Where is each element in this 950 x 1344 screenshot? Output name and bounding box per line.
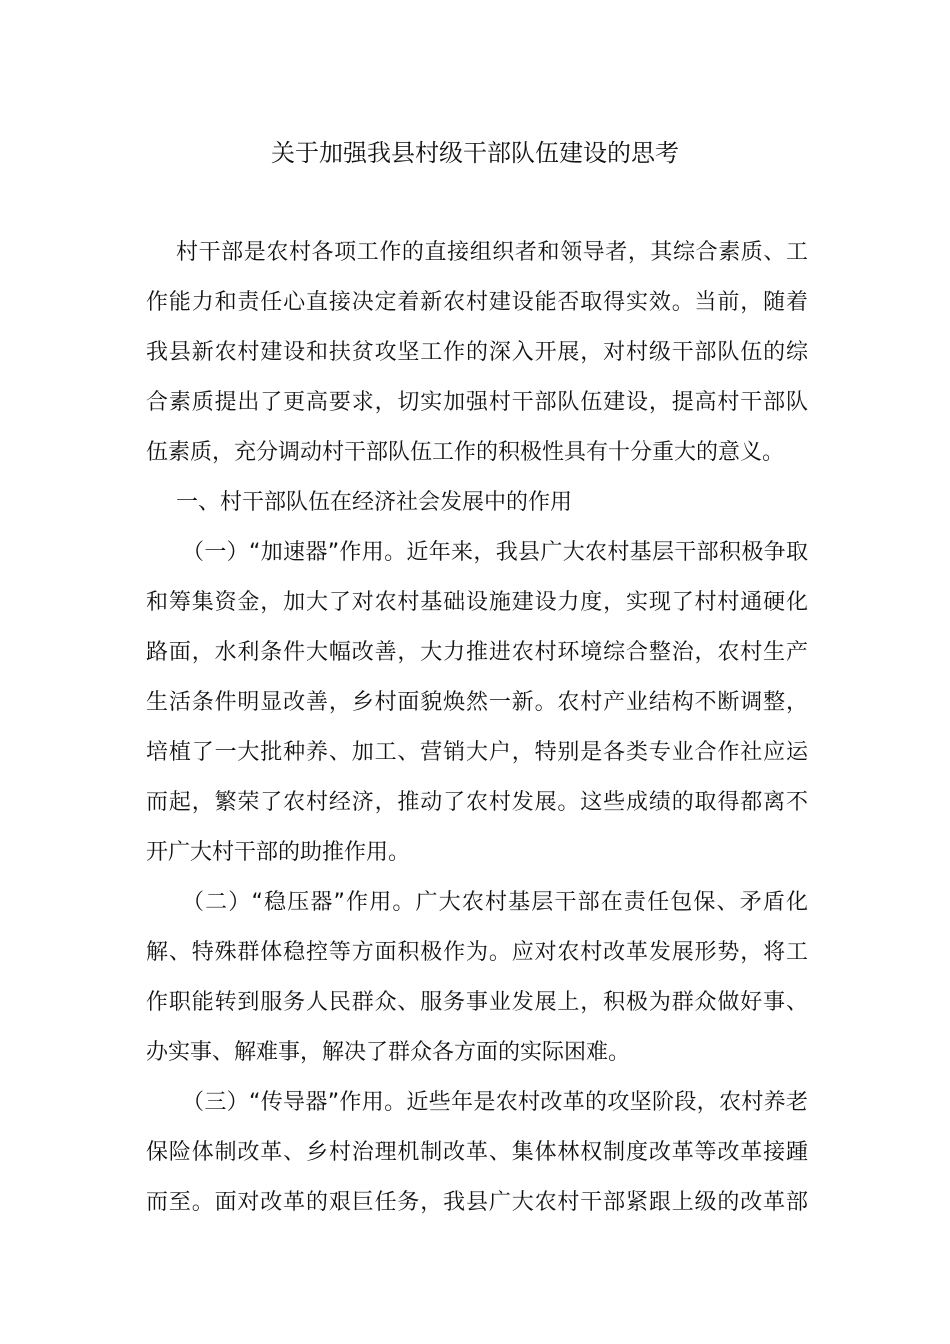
paragraph-line: 合素质提出了更高要求，切实加强村干部队伍建设，提高村干部队: [146, 390, 808, 415]
paragraph-line: 村干部是农村各项工作的直接组织者和领导者，其综合素质、工: [176, 240, 808, 265]
paragraph-line: 作能力和责任心直接决定着新农村建设能否取得实效。当前，随着: [146, 290, 808, 315]
paragraph-line: 保险体制改革、乡村治理机制改革、集体林权制度改革等改革接踵: [146, 1140, 808, 1165]
paragraph-line: 我县新农村建设和扶贫攻坚工作的深入开展，对村级干部队伍的综: [146, 340, 808, 365]
paragraph-line: （二）“稳压器”作用。广大农村基层干部在责任包保、矛盾化: [182, 890, 808, 915]
paragraph-line: 作职能转到服务人民群众、服务事业发展上，积极为群众做好事、: [146, 990, 808, 1015]
paragraph-line: 而起，繁荣了农村经济，推动了农村发展。这些成绩的取得都离不: [146, 790, 808, 815]
section-heading: 一、村干部队伍在经济社会发展中的作用: [176, 490, 573, 515]
paragraph-line: 解、特殊群体稳控等方面积极作为。应对农村改革发展形势，将工: [146, 940, 808, 965]
paragraph-line: 办实事、解难事，解决了群众各方面的实际困难。: [146, 1040, 631, 1065]
paragraph-line: 路面，水利条件大幅改善，大力推进农村环境综合整治，农村生产: [146, 640, 808, 665]
paragraph-line: 而至。面对改革的艰巨任务，我县广大农村干部紧跟上级的改革部: [146, 1190, 808, 1215]
paragraph-line: 开广大村干部的助推作用。: [146, 840, 411, 865]
paragraph-line: 培植了一大批种养、加工、营销大户，特别是各类专业合作社应运: [146, 740, 808, 765]
document-body: [146, 228, 808, 1228]
document-title: 关于加强我县村级干部队伍建设的思考: [271, 139, 679, 167]
paragraph-line: 和筹集资金，加大了对农村基础设施建设力度，实现了村村通硬化: [146, 590, 808, 615]
paragraph-line: 伍素质，充分调动村干部队伍工作的积极性具有十分重大的意义。: [146, 440, 785, 465]
paragraph-line: （三）“传导器”作用。近些年是农村改革的攻坚阶段，农村养老: [182, 1090, 808, 1115]
paragraph-line: （一）“加速器”作用。近年来，我县广大农村基层干部积极争取: [182, 540, 808, 565]
paragraph-line: 生活条件明显改善，乡村面貌焕然一新。农村产业结构不断调整，: [146, 690, 808, 715]
